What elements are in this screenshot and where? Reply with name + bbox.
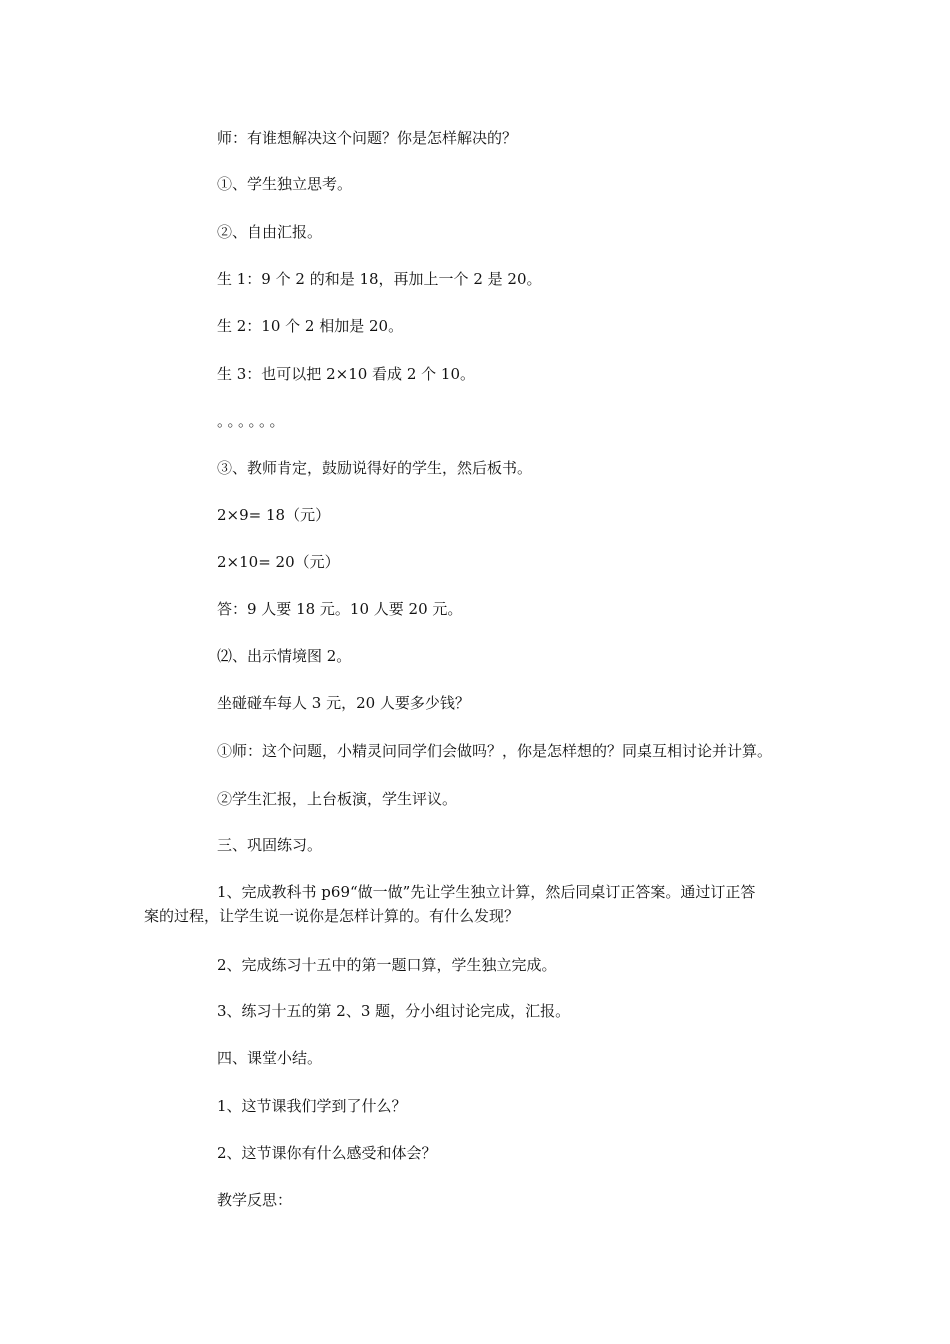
text-line: 坐碰碰车每人 3 元，20 人要多少钱？ [217, 694, 470, 712]
text-line: 答：9 人要 18 元。10 人要 20 元。 [217, 600, 463, 618]
section-heading: 四、课堂小结。 [217, 1049, 323, 1067]
text-line-continued: 案的过程，让学生说一说你是怎样计算的。有什么发现？ [144, 907, 520, 925]
text-line: 2、完成练习十五中的第一题口算，学生独立完成。 [217, 956, 557, 974]
text-line: 生 3：也可以把 2×10 看成 2 个 10。 [217, 365, 475, 383]
text-line: ②学生汇报，上台板演，学生评议。 [217, 790, 458, 808]
text-line: ③、教师肯定，鼓励说得好的学生，然后板书。 [217, 459, 533, 477]
text-line: 2×10= 20（元） [217, 553, 340, 571]
text-line: ②、自由汇报。 [217, 223, 323, 241]
ellipsis-line: 。。。。。。 [217, 412, 288, 430]
text-line: 教学反思： [217, 1191, 293, 1209]
text-line: ①师：这个问题，小精灵问同学们会做吗？，你是怎样想的？同桌互相讨论并计算。 [217, 742, 773, 760]
text-line: 生 1：9 个 2 的和是 18，再加上一个 2 是 20。 [217, 270, 542, 288]
text-line: ①、学生独立思考。 [217, 175, 353, 193]
text-line: 2、这节课你有什么感受和体会？ [217, 1144, 437, 1162]
text-line: 生 2：10 个 2 相加是 20。 [217, 317, 404, 335]
section-heading: 三、巩固练习。 [217, 836, 323, 854]
text-line: 师：有谁想解决这个问题？你是怎样解决的？ [217, 129, 518, 147]
text-line: 1、完成教科书 p69“做一做”先让学生独立计算，然后同桌订正答案。通过订正答 [217, 883, 756, 901]
text-line: ⑵、出示情境图 2。 [217, 647, 352, 665]
text-line: 1、这节课我们学到了什么？ [217, 1097, 407, 1115]
text-line: 3、练习十五的第 2、3 题，分小组讨论完成，汇报。 [217, 1002, 571, 1020]
text-line: 2×9= 18（元） [217, 506, 331, 524]
